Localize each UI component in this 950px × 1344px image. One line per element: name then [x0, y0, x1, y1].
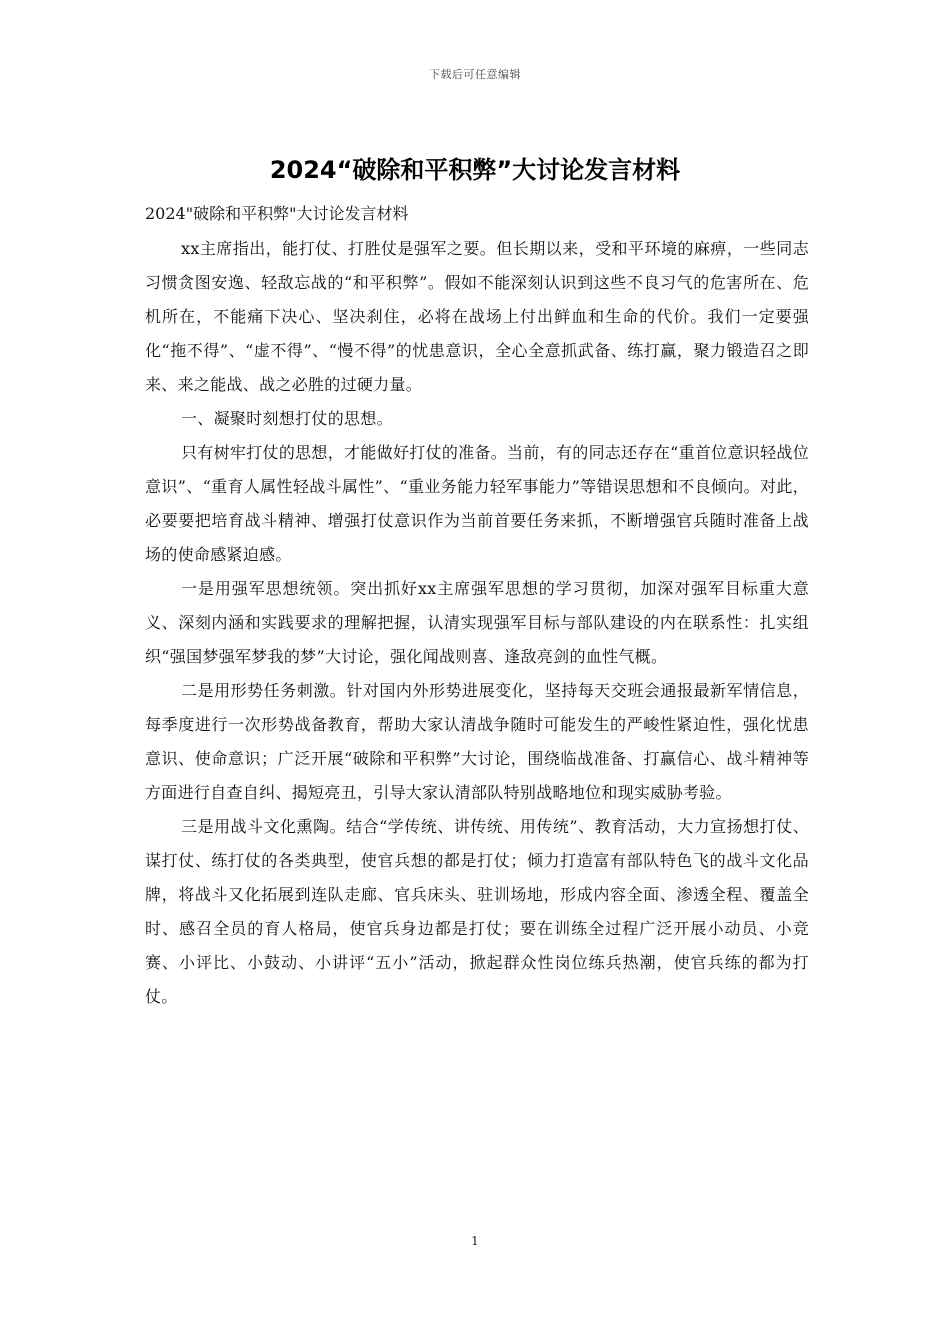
document-subtitle: 2024"破除和平积弊"大讨论发言材料: [145, 204, 409, 223]
document-body: [145, 199, 809, 1014]
paragraph-section-1: 只有树牢打仗的思想，才能做好打仗的准备。当前，有的同志还存在“重首位意识轻战位意识”、“重育人属性轻战斗属性”、“重业务能力轻军事能力”等错误思想和不良倾向。对此，必要要把培育战斗精神、增强打仗意识作为当前首要任务来抓，不断增强官兵随时准备上战场的使命感紧迫感。: [145, 443, 809, 564]
paragraph-point-3: 三是用战斗文化熏陶。结合“学传统、讲传统、用传统”、教育活动，大力宣扬想打仗、谋打仗、练打仗的各类典型，使官兵想的都是打仗；倾力打造富有部队特色飞的战斗文化品牌，将战斗又化拓展到连队走廊、官兵床头、驻训场地，形成内容全面、渗透全程、覆盖全时、感召全员的育人格局，使官兵身边都是打仗；要在训练全过程广泛开展小动员、小竞赛、小评比、小鼓动、小讲评“五小”活动，掀起群众性岗位练兵热潮，使官兵练的都为打仗。: [145, 817, 809, 1006]
page-number: 1: [471, 1234, 479, 1248]
section-heading-1: 一、凝聚时刻想打仗的思想。: [181, 409, 393, 428]
paragraph-point-2: 二是用形势任务刺激。针对国内外形势进展变化，坚持每天交班会通报最新军情信息，每季度进行一次形势战备教育，帮助大家认清战争随时可能发生的严峻性紧迫性，强化忧患意识、使命意识；广泛开展“破除和平积弊”大讨论，围绕临战准备、打赢信心、战斗精神等方面进行自查自纠、揭短亮丑，引导大家认清部队特别战略地位和现实威胁考验。: [145, 681, 809, 802]
header-note: 下载后可任意编辑: [429, 68, 521, 81]
paragraph-intro: xx主席指出，能打仗、打胜仗是强军之要。但长期以来，受和平环境的麻痹，一些同志习惯贪图安逸、轻敌忘战的“和平积弊”。假如不能深刻认识到这些不良习气的危害所在、危机所在，不能痛下决心、坚决刹住，必将在战场上付出鲜血和生命的代价。我们一定要强化“拖不得”、“虚不得”、“慢不得”的忧患意识，全心全意抓武备、练打赢，聚力锻造召之即来、来之能战、战之必胜的过硬力量。: [145, 239, 809, 394]
document-title: 2024“破除和平积弊”大讨论发言材料: [269, 156, 681, 184]
paragraph-point-1: 一是用强军思想统领。突出抓好xx主席强军思想的学习贯彻，加深对强军目标重大意义、深刻内涵和实践要求的理解把握，认清实现强军目标与部队建设的内在联系性：扎实组织“强国梦强军梦我的梦”大讨论，强化闻战则喜、逢敌亮剑的血性气概。: [145, 579, 809, 666]
